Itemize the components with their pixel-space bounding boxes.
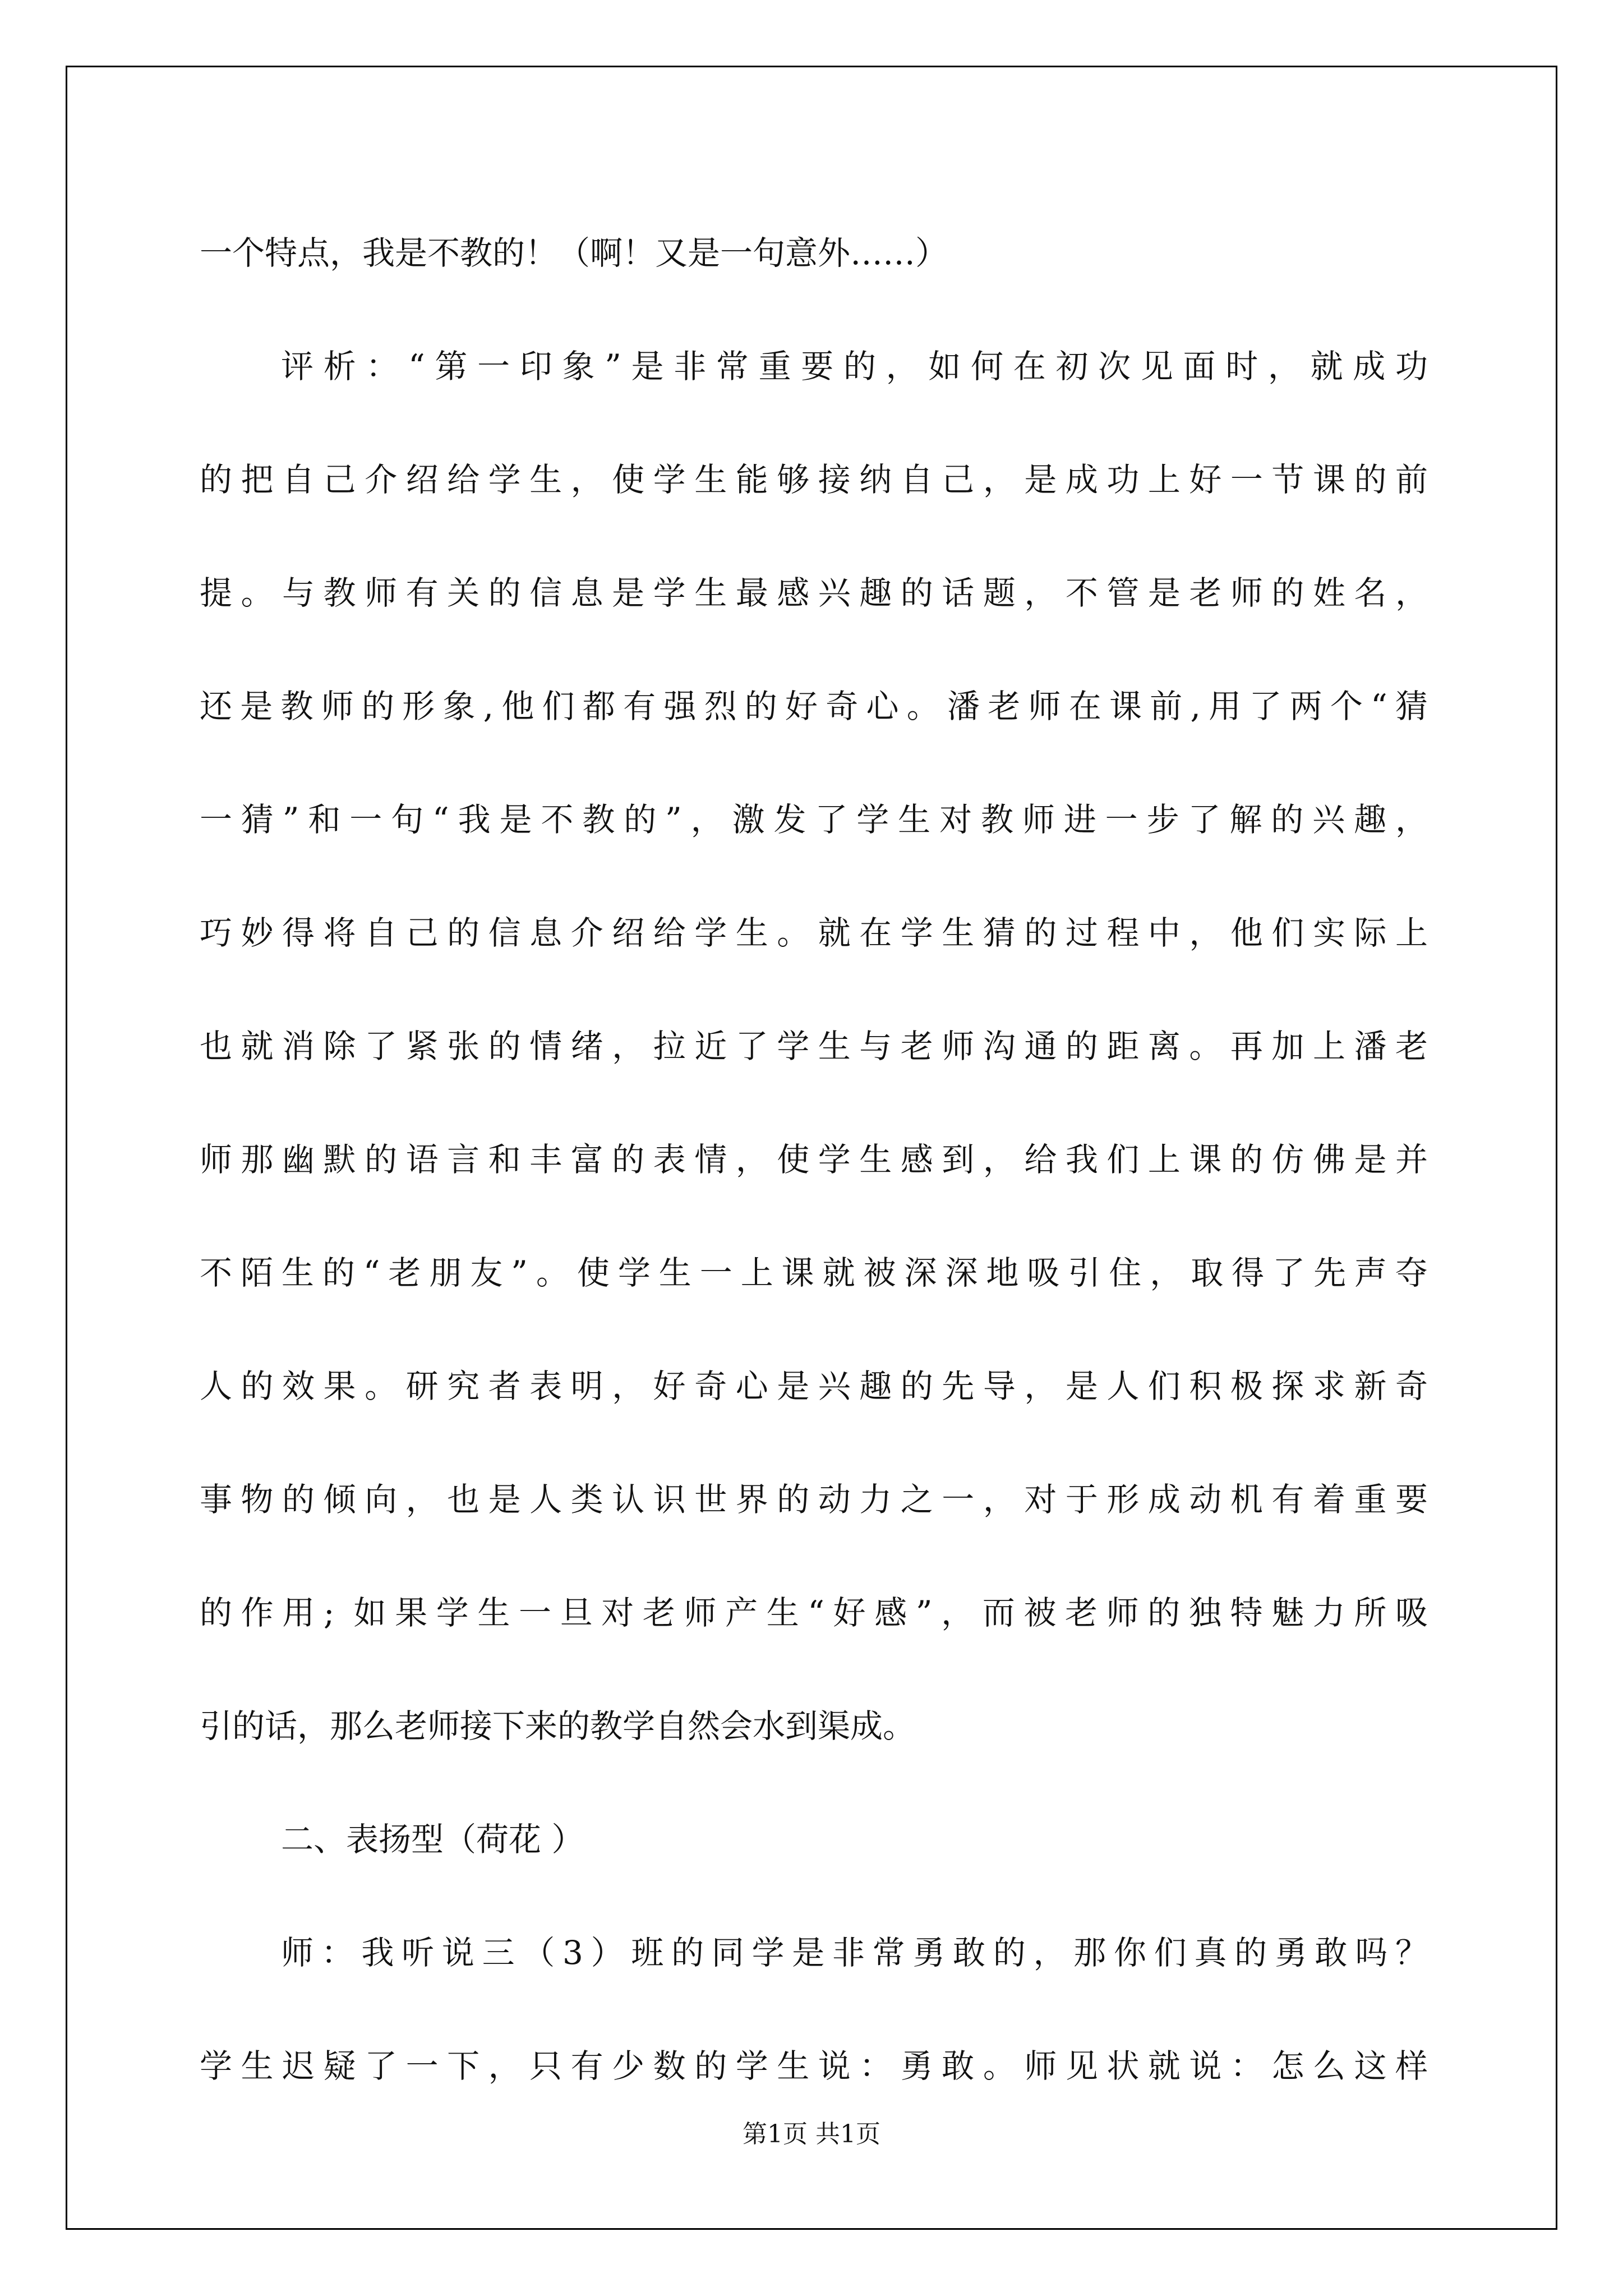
text-line: 师：我听说三（3）班的同学是非常勇敢的，那你们真的勇敢吗？ (281, 1934, 1428, 1972)
text-line: 学生迟疑了一下，只有少数的学生说：勇敢。师见状就说：怎么这样 (200, 2047, 1428, 2085)
text-line: 人的效果。研究者表明，好奇心是兴趣的先导，是人们积极探求新奇 (200, 1367, 1428, 1405)
text-line: 的把自己介绍给学生，使学生能够接纳自己，是成功上好一节课的前 (200, 461, 1428, 499)
text-line: 一个特点，我是不教的！（啊！又是一句意外……） (200, 234, 948, 272)
text-line: 巧妙得将自己的信息介绍给学生。就在学生猜的过程中，他们实际上 (200, 914, 1428, 952)
text-line: 也就消除了紧张的情绪，拉近了学生与老师沟通的距离。再加上潘老 (200, 1027, 1428, 1065)
text-line: 事物的倾向，也是人类认识世界的动力之一，对于形成动机有着重要 (200, 1480, 1428, 1519)
section-heading: 二、表扬型（荷花 ） (281, 1820, 584, 1858)
text-line: 还是教师的形象,他们都有强烈的好奇心。潘老师在课前,用了两个“猜 (200, 687, 1428, 725)
text-line: 引的话，那么老师接下来的教学自然会水到渠成。 (200, 1707, 916, 1745)
text-line: 一猜”和一句“我是不教的”，激发了学生对教师进一步了解的兴趣， (200, 800, 1428, 839)
text-line: 的作用; 如果学生一旦对老师产生“好感”，而被老师的独特魅力所吸 (200, 1594, 1428, 1632)
document-body (200, 196, 1428, 2123)
page-number: 第1页 共1页 (743, 2120, 880, 2148)
text-line: 不陌生的“老朋友”。使学生一上课就被深深地吸引住，取得了先声夺 (200, 1254, 1428, 1292)
text-line: 提。与教师有关的信息是学生最感兴趣的话题，不管是老师的姓名， (200, 574, 1428, 612)
text-line: 评析：“第一印象”是非常重要的，如何在初次见面时，就成功 (281, 347, 1428, 385)
text-line: 师那幽默的语言和丰富的表情，使学生感到，给我们上课的仿佛是并 (200, 1140, 1428, 1179)
